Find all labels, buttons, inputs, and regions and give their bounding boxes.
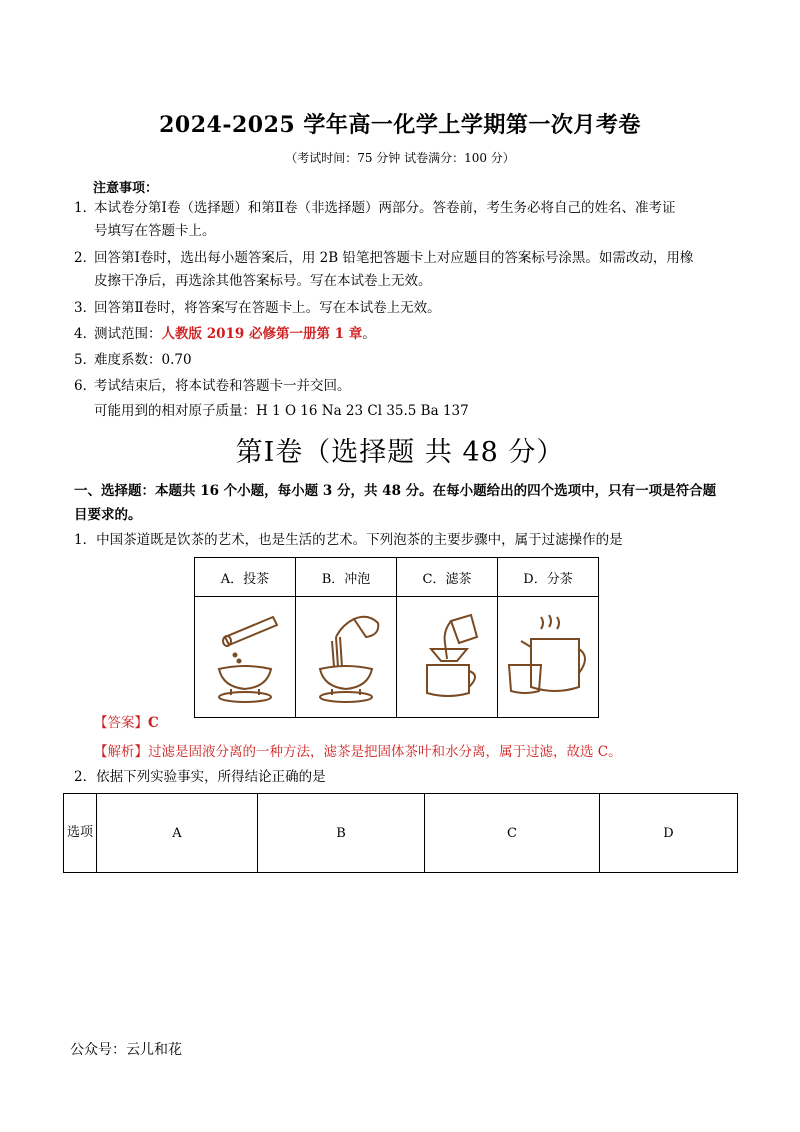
section-title: 第Ⅰ卷（选择题 共 48 分） [235,437,565,468]
brew-tea-illustration [306,607,386,707]
q1-answer: 【答案】C [94,715,159,731]
notice-heading: 注意事项： [93,181,159,196]
q1-image-a [195,597,296,718]
atomic-masses: 可能用到的相对原子质量：H 1 O 16 Na 23 Cl 35.5 Ba 137 [94,403,469,419]
notice-item-1-cont: 号填写在答题卡上。 [94,223,216,239]
serve-tea-illustration [503,607,593,707]
footer-account: 公众号：云儿和花 [70,1042,182,1058]
filter-tea-illustration [407,607,487,707]
q1-option-c: C．滤茶 [397,558,498,597]
notice-item-5: 5．难度系数：0.70 [74,352,192,368]
q2-stem: 2．依据下列实验事实，所得结论正确的是 [74,769,326,785]
q1-options-table [194,557,599,718]
notice-item-3: 3．回答第Ⅱ卷时，将答案写在答题卡上。写在本试卷上无效。 [74,300,441,316]
q2-option-b: B [258,794,425,873]
q1-option-a: A．投茶 [195,558,296,597]
test-scope: 人教版 2019 必修第一册第 1 章 [161,326,363,342]
add-tea-illustration [205,607,285,707]
notice-item-4: 4．测试范围：人教版 2019 必修第一册第 1 章。 [74,326,376,342]
q2-option-c: C [425,794,600,873]
notice-item-1: 1．本试卷分第Ⅰ卷（选择题）和第Ⅱ卷（非选择题）两部分。答卷前，考生务必将自己的姓名、准考证 [74,200,676,216]
q2-option-d: D [600,794,738,873]
q1-image-c [397,597,498,718]
exam-subtitle: （考试时间：75 分钟 试卷满分：100 分） [285,151,515,165]
q2-options-table [63,793,738,873]
q1-option-b: B．冲泡 [296,558,397,597]
q1-image-b [296,597,397,718]
q1-stem: 1．中国茶道既是饮茶的艺术，也是生活的艺术。下列泡茶的主要步骤中，属于过滤操作的是 [74,532,623,548]
notice-item-6: 6．考试结束后，将本试卷和答题卡一并交回。 [74,378,351,394]
q1-analysis: 【解析】过滤是固液分离的一种方法，滤茶是把固体茶叶和水分离，属于过滤，故选 C。 [94,744,622,760]
part1-intro-cont: 目要求的。 [74,507,142,523]
q2-option-a: A [97,794,258,873]
notice-item-2-cont: 皮擦干净后，再选涂其他答案标号。写在本试卷上无效。 [94,273,432,289]
exam-title: 2024-2025 学年高一化学上学期第一次月考卷 [159,112,641,138]
q2-header-label: 选项 [64,794,97,873]
notice-item-2: 2．回答第Ⅰ卷时，选出每小题答案后，用 2B 铅笔把答题卡上对应题目的答案标号涂黑。如需改动，用橡 [74,250,694,266]
part1-intro: 一、选择题：本题共 16 个小题，每小题 3 分，共 48 分。在每小题给出的四个选项中，只有一项是符合题 [74,483,717,499]
q1-option-d: D．分茶 [498,558,599,597]
q1-image-d [498,597,599,718]
